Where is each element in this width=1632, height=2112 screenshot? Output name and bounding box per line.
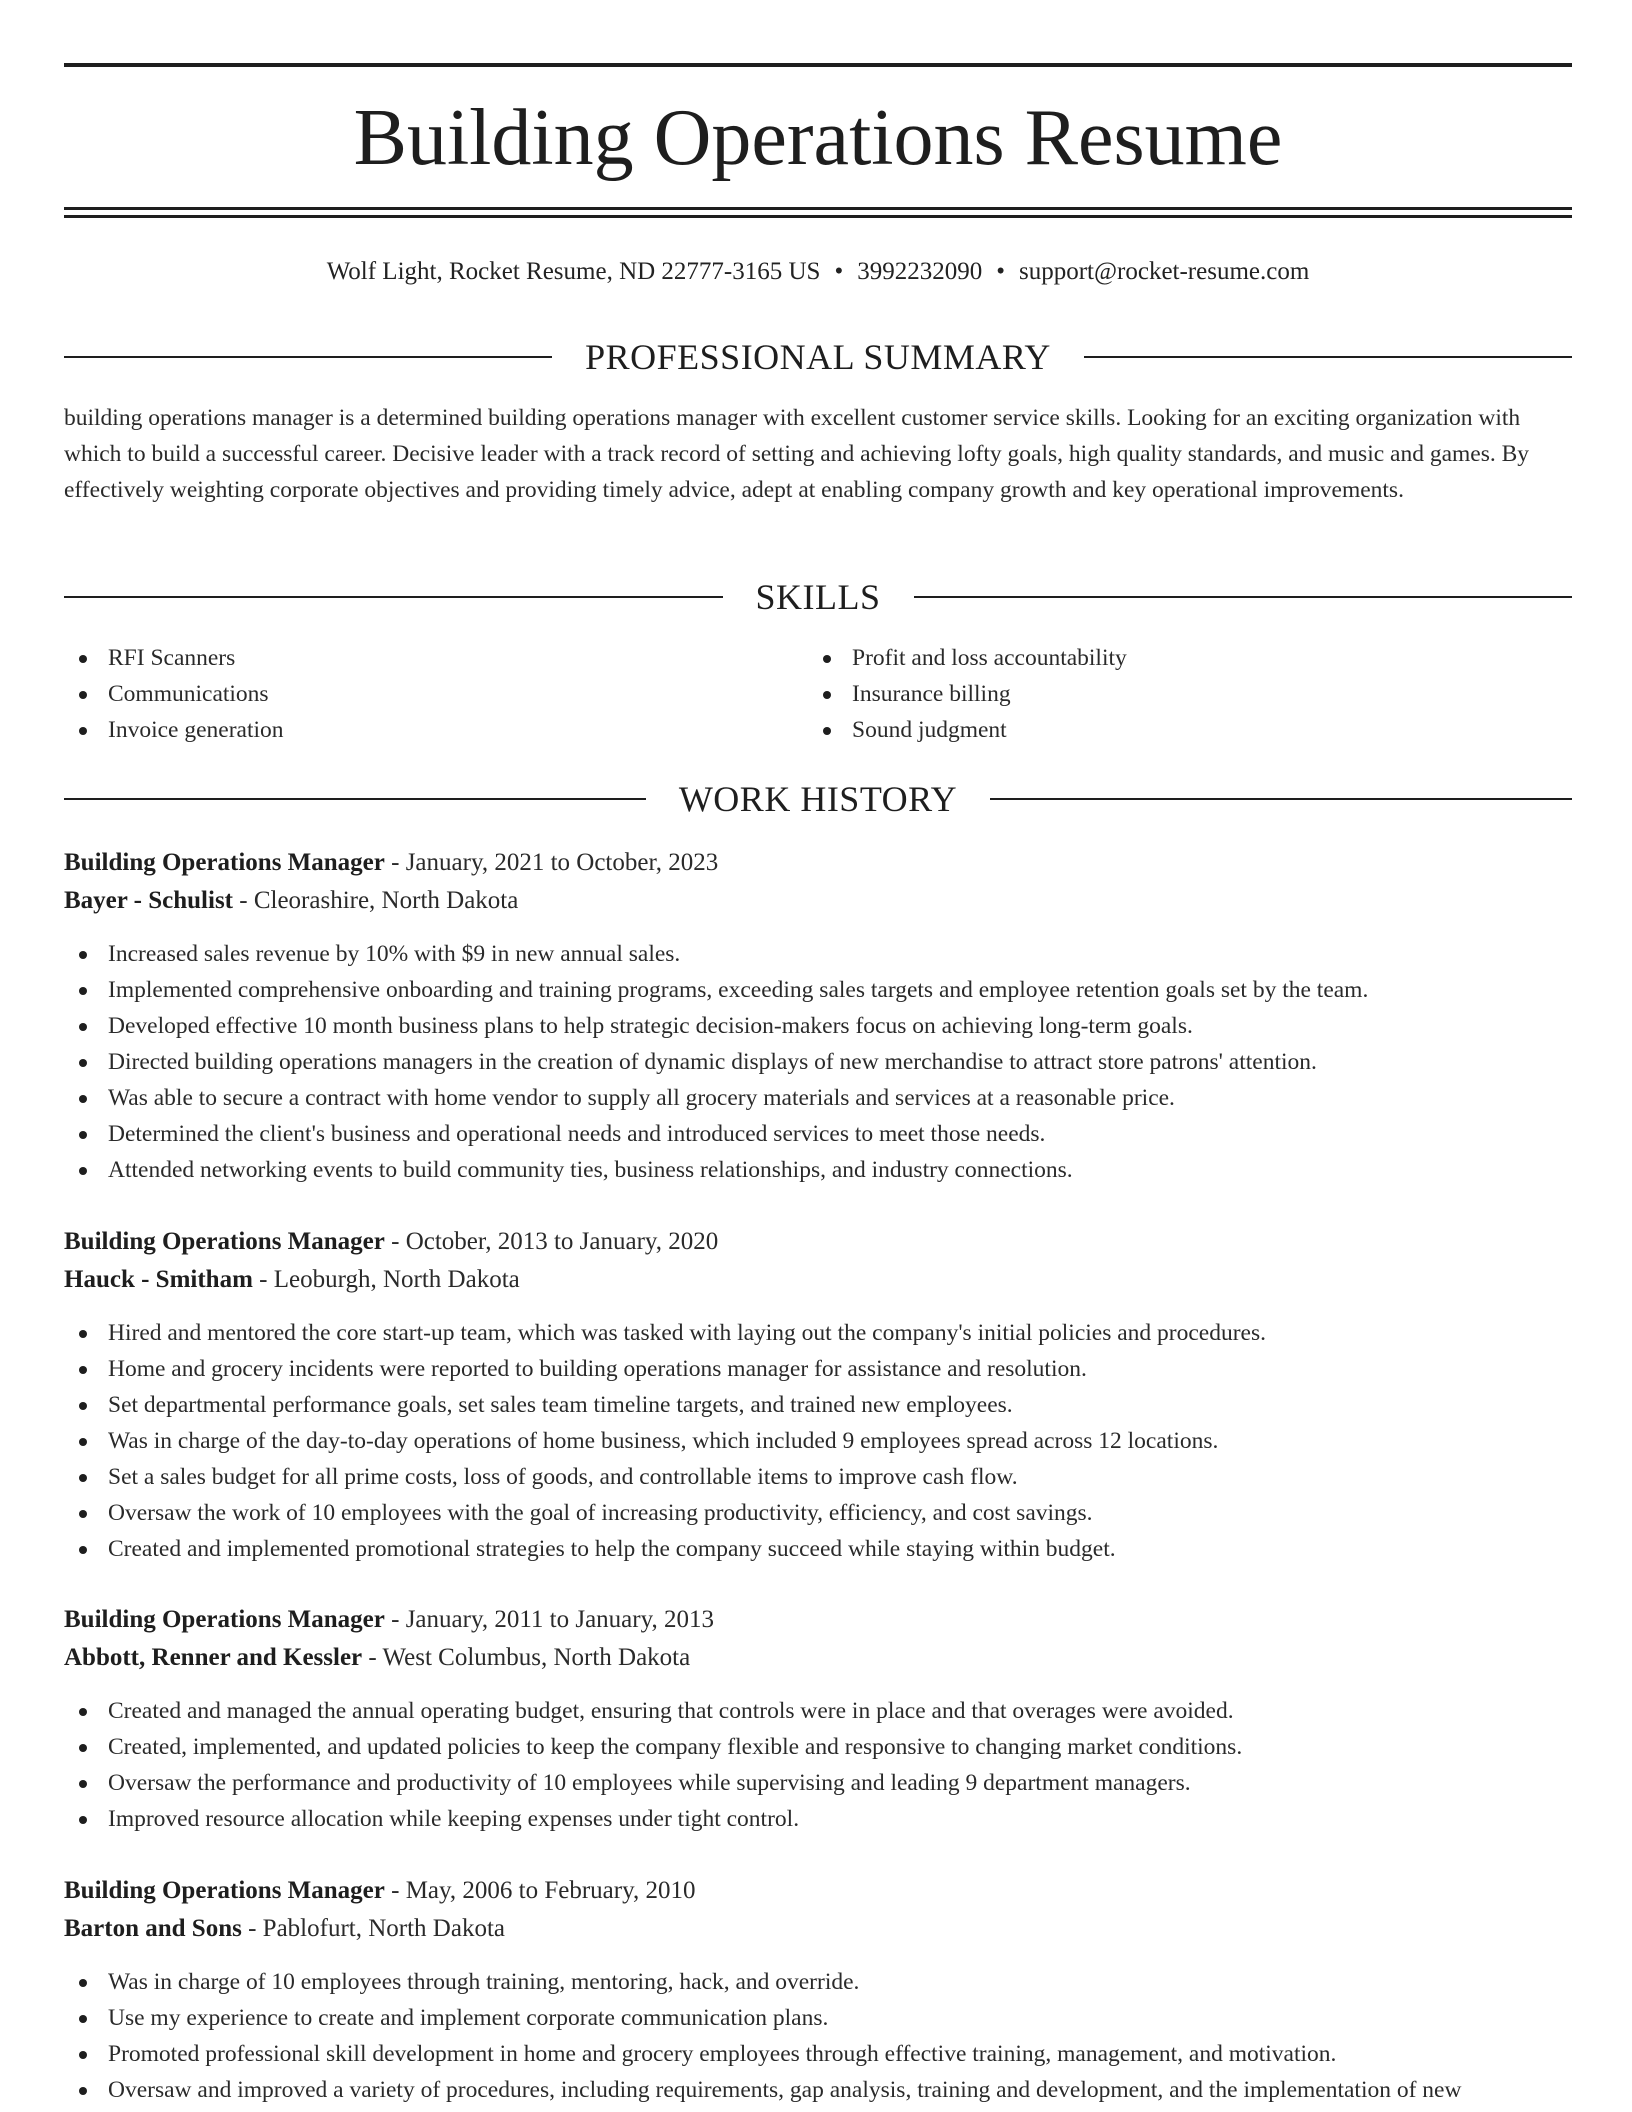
summary-section-header bbox=[64, 335, 1572, 379]
job-bullet: Oversaw the performance and productivity of 10 employees while supervising and leading 9 department managers. bbox=[64, 1765, 1572, 1801]
job-title: Building Operations Manager bbox=[64, 1228, 385, 1255]
work-heading: WORK HISTORY bbox=[678, 779, 958, 819]
job-bullets bbox=[64, 1964, 1572, 2108]
contact-phone: 3992232090 bbox=[857, 258, 983, 285]
section-rule bbox=[914, 596, 1573, 598]
job-company: Barton and Sons bbox=[64, 1915, 242, 1942]
section-rule bbox=[64, 798, 646, 800]
job-bullet: Set a sales budget for all prime costs, loss of goods, and controllable items to improve cash flow. bbox=[64, 1459, 1572, 1495]
job-title: Building Operations Manager bbox=[64, 1877, 385, 1904]
job-title-line bbox=[64, 1872, 1572, 1910]
contact-separator: • bbox=[834, 258, 844, 285]
job-bullet: Implemented comprehensive onboarding and training programs, exceeding sales targets and employee retention goals set by the team. bbox=[64, 972, 1572, 1008]
skill-item: Insurance billing bbox=[808, 676, 1508, 712]
job-company-line bbox=[64, 1261, 1572, 1299]
job-bullet: Created and implemented promotional strategies to help the company succeed while staying within budget. bbox=[64, 1531, 1572, 1567]
job-location: - Leoburgh, North Dakota bbox=[252, 1266, 520, 1293]
job-title: Building Operations Manager bbox=[64, 849, 385, 876]
job-bullet: Set departmental performance goals, set sales team timeline targets, and trained new employees. bbox=[64, 1387, 1572, 1423]
job-location: - Pablofurt, North Dakota bbox=[241, 1915, 505, 1942]
summary-text: building operations manager is a determined building operations manager with excellent customer service skills. Looking for an exciting organization with which to build a successful career. Decisive leader with a track record of setting and achieving lofty goals, high quality standards, and music and games. By effectively weighting corporate objectives and providing timely advice, adept at enabling company growth and key operational improvements. bbox=[64, 405, 1530, 503]
job-bullet: Created and managed the annual operating budget, ensuring that controls were in place and that overages were avoided. bbox=[64, 1693, 1572, 1729]
job-bullet: Directed building operations managers in the creation of dynamic displays of new merchandise to attract store patrons' attention. bbox=[64, 1044, 1572, 1080]
job-bullet: Increased sales revenue by 10% with $9 in new annual sales. bbox=[64, 936, 1572, 972]
job-title: Building Operations Manager bbox=[64, 1606, 385, 1633]
job-bullet: Oversaw the work of 10 employees with the goal of increasing productivity, efficiency, and cost savings. bbox=[64, 1495, 1572, 1531]
contact-line bbox=[64, 254, 1572, 290]
resume-title: Building Operations Resume bbox=[353, 94, 1283, 182]
job-title-line bbox=[64, 1223, 1572, 1261]
job-bullet: Use my experience to create and implement corporate communication plans. bbox=[64, 2000, 1572, 2036]
job-company: Abbott, Renner and Kessler bbox=[64, 1644, 363, 1671]
skill-item: Sound judgment bbox=[808, 712, 1508, 748]
title-rule-upper bbox=[64, 207, 1572, 210]
job-bullet: Was in charge of the day-to-day operations of home business, which included 9 employees spread across 12 locations. bbox=[64, 1423, 1572, 1459]
job-bullet: Was able to secure a contract with home vendor to supply all grocery materials and services at a reasonable price. bbox=[64, 1080, 1572, 1116]
job-bullet: Determined the client's business and operational needs and introduced services to meet those needs. bbox=[64, 1116, 1572, 1152]
title-rule-lower bbox=[64, 215, 1572, 218]
job-bullet: Developed effective 10 month business plans to help strategic decision-makers focus on achieving long-term goals. bbox=[64, 1008, 1572, 1044]
job-entry bbox=[64, 1223, 1572, 1567]
job-title-line bbox=[64, 1601, 1572, 1639]
skill-item: Invoice generation bbox=[64, 712, 764, 748]
summary-heading: PROFESSIONAL SUMMARY bbox=[585, 337, 1051, 377]
job-bullets bbox=[64, 936, 1572, 1188]
job-bullet: Home and grocery incidents were reported to building operations manager for assistance and resolution. bbox=[64, 1351, 1572, 1387]
job-company-line bbox=[64, 1639, 1572, 1677]
job-dates: - January, 2011 to January, 2013 bbox=[384, 1606, 714, 1633]
section-rule bbox=[64, 596, 723, 598]
job-bullet: Promoted professional skill development in home and grocery employees through effective training, management, and motivation. bbox=[64, 2036, 1572, 2072]
job-title-line bbox=[64, 844, 1572, 882]
job-bullet: Improved resource allocation while keeping expenses under tight control. bbox=[64, 1801, 1572, 1837]
skill-item: Profit and loss accountability bbox=[808, 640, 1508, 676]
job-bullets bbox=[64, 1315, 1572, 1567]
skills-heading: SKILLS bbox=[755, 577, 881, 617]
job-location: - Cleorashire, North Dakota bbox=[233, 887, 519, 914]
job-bullet: Attended networking events to build community ties, business relationships, and industry connections. bbox=[64, 1152, 1572, 1188]
top-rule bbox=[64, 63, 1572, 67]
job-bullet: Was in charge of 10 employees through training, mentoring, hack, and override. bbox=[64, 1964, 1572, 2000]
job-bullet: Hired and mentored the core start-up team, which was tasked with laying out the company's initial policies and procedures. bbox=[64, 1315, 1572, 1351]
job-entry bbox=[64, 1601, 1572, 1837]
job-bullet: Oversaw and improved a variety of procedures, including requirements, gap analysis, training and development, and the implementation of new bbox=[64, 2072, 1572, 2108]
skills-section-header bbox=[64, 575, 1572, 619]
skill-item: Communications bbox=[64, 676, 764, 712]
work-section-header bbox=[64, 777, 1572, 821]
skills-list-right bbox=[808, 640, 1508, 748]
job-dates: - May, 2006 to February, 2010 bbox=[384, 1877, 696, 1904]
job-bullet: Created, implemented, and updated policies to keep the company flexible and responsive to changing market conditions. bbox=[64, 1729, 1572, 1765]
skills-list-left bbox=[64, 640, 764, 748]
job-location: - West Columbus, North Dakota bbox=[362, 1644, 691, 1671]
section-rule bbox=[1084, 356, 1572, 358]
job-entry bbox=[64, 844, 1572, 1188]
section-rule bbox=[990, 798, 1572, 800]
contact-separator: • bbox=[996, 258, 1005, 285]
job-company: Hauck - Smitham bbox=[64, 1266, 253, 1293]
skill-item: RFI Scanners bbox=[64, 640, 764, 676]
contact-address: Wolf Light, Rocket Resume, ND 22777-3165 US bbox=[326, 258, 821, 285]
job-dates: - October, 2013 to January, 2020 bbox=[384, 1228, 719, 1255]
job-company-line bbox=[64, 882, 1572, 920]
job-company-line bbox=[64, 1910, 1572, 1948]
job-dates: - January, 2021 to October, 2023 bbox=[384, 849, 719, 876]
job-company: Bayer - Schulist bbox=[64, 887, 233, 914]
section-rule bbox=[64, 356, 552, 358]
contact-email: support@rocket-resume.com bbox=[1019, 258, 1310, 285]
job-bullets bbox=[64, 1693, 1572, 1837]
job-entry bbox=[64, 1872, 1572, 2108]
